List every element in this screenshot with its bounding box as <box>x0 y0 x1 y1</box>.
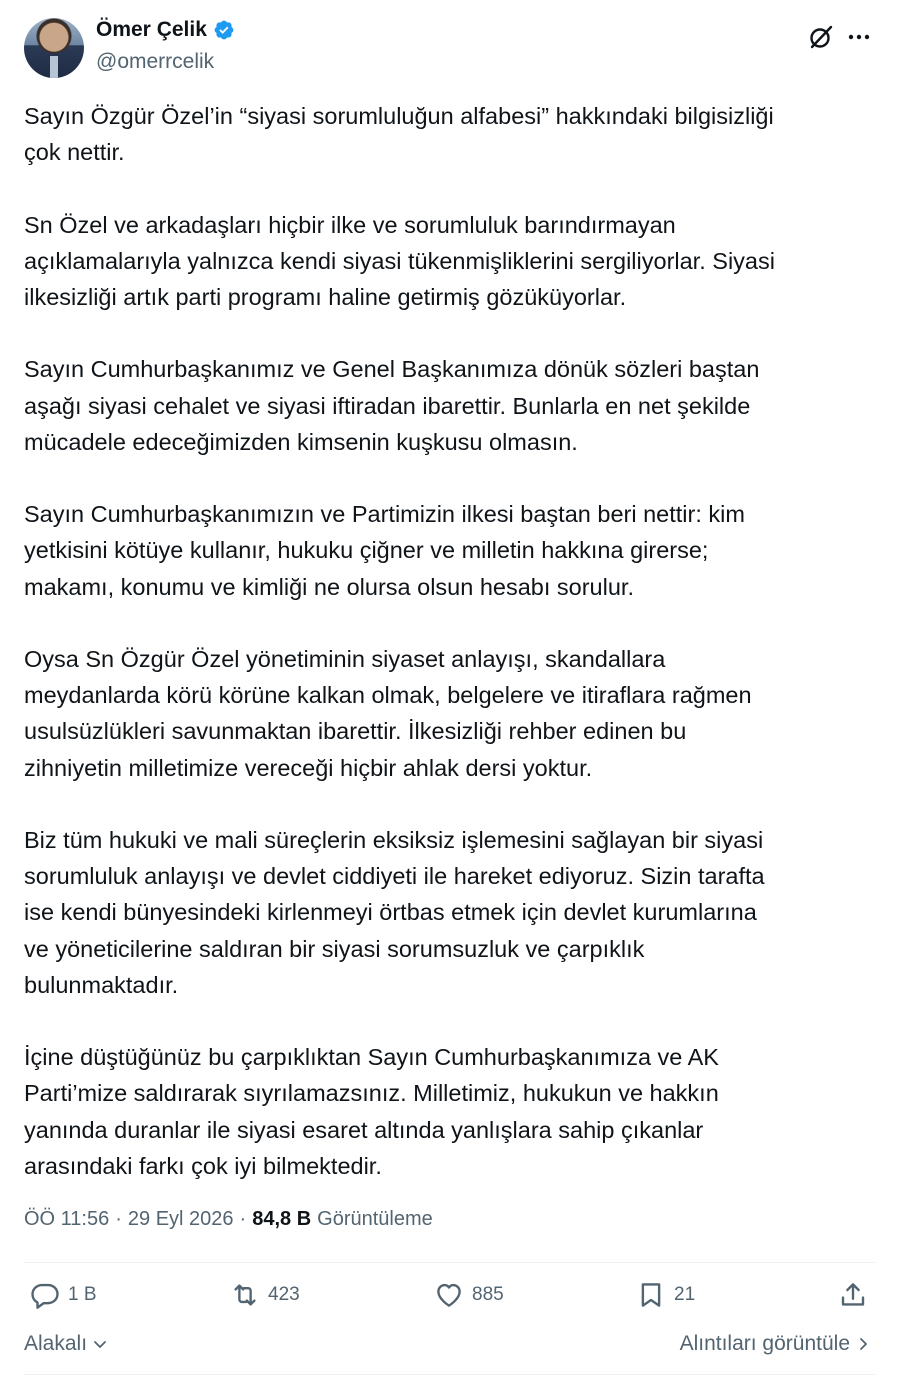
tweet-footer <box>24 1332 876 1362</box>
reply-icon <box>30 1280 60 1310</box>
action-bar <box>24 1280 876 1320</box>
bookmark-icon <box>636 1280 666 1310</box>
like-count: 885 <box>472 1284 504 1305</box>
view-quotes-link[interactable] <box>680 1332 872 1356</box>
like-button[interactable] <box>434 1280 504 1310</box>
verified-badge-icon <box>213 19 235 41</box>
repost-button[interactable] <box>230 1280 300 1310</box>
share-button[interactable] <box>838 1280 868 1310</box>
chevron-right-icon <box>856 1335 872 1353</box>
meta-separator: · <box>239 1208 247 1230</box>
tweet-paragraph: İçine düştüğünüz bu çarpıklıktan Sayın Cumhurbaşkanımıza ve AK Parti’mize saldırarak sıyrılamazsınız. Milletimiz, hukukun ve hakkın yanında duranlar ile siyasi esaret altında yanlışlara sahip çıkanlar arasındaki farkı çok iyi bilmektedir. <box>24 1044 719 1179</box>
divider <box>24 1262 876 1263</box>
tweet-paragraph: Biz tüm hukuki ve mali süreçlerin eksiksiz işlemesini sağlayan bir siyasi sorumluluk anlayışı ve devlet ciddiyeti ile hareket ediyoruz. Sizin tarafta ise kendi bünyesindeki kirlenmeyi örtbas etmek için devlet kurumlarına ve yöneticilerine saldıran bir siyasi sorumsuzluk ve çarpıklık bulunmaktadır. <box>24 826 765 998</box>
tweet-text <box>24 98 876 1184</box>
bookmark-button[interactable] <box>636 1280 695 1310</box>
reply-count: 1 B <box>68 1284 97 1305</box>
share-icon <box>838 1280 868 1310</box>
bookmark-count: 21 <box>674 1284 696 1305</box>
tweet-time[interactable]: ÖÖ 11:56 <box>24 1208 110 1230</box>
author-handle[interactable]: @omerrcelik <box>96 50 215 73</box>
sort-relevant-label: Alakalı <box>24 1332 88 1355</box>
tweet-paragraph: Sn Özel ve arkadaşları hiçbir ilke ve sorumluluk barındırmayan açıklamalarıyla yalnızca kendi siyasi tükenmişliklerini sergiliyorlar. Siyasi ilkesizliği artık parti programı haline getirmiş gözüküyorlar. <box>24 211 775 310</box>
tweet-paragraph: Oysa Sn Özgür Özel yönetiminin siyaset anlayışı, skandallara meydanlarda körü körüne kalkan olmak, belgelere ve itiraflara rağmen usulsüzlükleri savunmaktan ibarettir. İlkesizliği rehber edinen bu zihniyetin milletimize vereceği hiçbir ahlak dersi yoktur. <box>24 645 752 781</box>
views-count: 84,8 B <box>252 1208 312 1230</box>
author-name-row <box>96 18 235 42</box>
heart-icon <box>434 1280 464 1310</box>
meta-separator: · <box>115 1208 122 1230</box>
tweet-meta <box>24 1208 433 1231</box>
tweet-paragraph: Sayın Cumhurbaşkanımızın ve Partimizin ilkesi baştan beri nettir: kim yetkisini kötüye kullanır, hukuku çiğner ve milletin hakkına girerse; makamı, konumu ve kimliği ne olursa olsun hesabı sorulur. <box>24 501 745 600</box>
more-options-icon[interactable] <box>846 24 872 50</box>
avatar[interactable] <box>24 18 84 78</box>
repost-icon <box>230 1280 260 1310</box>
sort-relevant-dropdown[interactable] <box>24 1332 109 1356</box>
tweet-header <box>24 16 876 80</box>
tweet-date[interactable]: 29 Eyl 2026 <box>127 1208 234 1230</box>
views-label: Görüntüleme <box>317 1208 433 1230</box>
tweet-paragraph: Sayın Özgür Özel’in “siyasi sorumluluğun alfabesi” hakkındaki bilgisizliği çok nettir. <box>24 103 774 166</box>
repost-count: 423 <box>268 1284 300 1305</box>
tweet-paragraph: Sayın Cumhurbaşkanımız ve Genel Başkanımıza dönük sözleri baştan aşağı siyasi cehalet ve siyasi iftiradan ibarettir. Bunlarla en net şekilde mücadele edeceğimizden kimsenin kuşkusu olmasın. <box>24 356 760 455</box>
view-quotes-label: Alıntıları görüntüle <box>679 1332 850 1355</box>
author-name[interactable]: Ömer Çelik <box>96 18 207 41</box>
divider <box>24 1374 876 1375</box>
reply-button[interactable] <box>30 1280 97 1310</box>
chevron-down-icon <box>91 1335 109 1353</box>
grok-icon[interactable] <box>808 24 834 50</box>
